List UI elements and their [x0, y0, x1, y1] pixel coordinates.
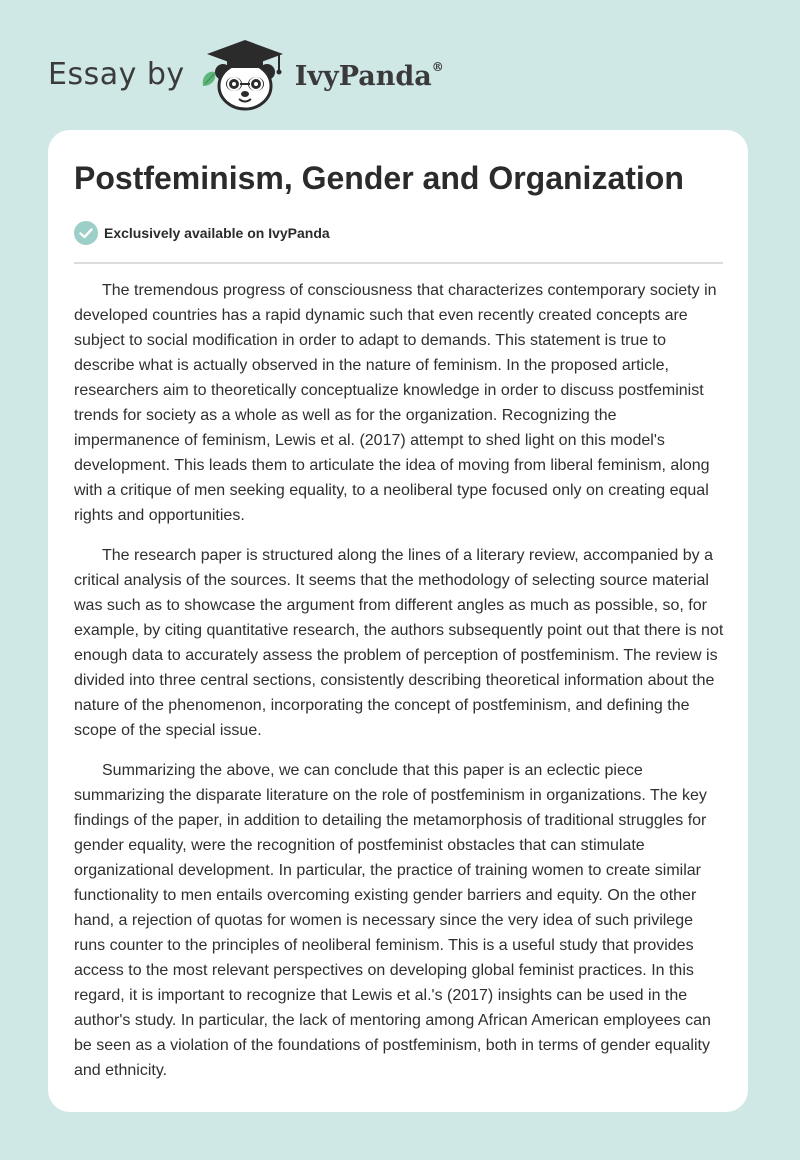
brand-name[interactable] [295, 61, 444, 92]
paragraph: The tremendous progress of consciousness that characterizes contemporary society in developed countries has a rapid dynamic such that even recently created concepts are subject to social modification in order to adapt to demands. This statement is true to describe what is actually observed in the nature of feminism. In the proposed article, researchers aim to theoretically conceptualize knowledge in order to discuss postfeminist trends for society as a whole as well as for the organization. Recognizing the impermanence of feminism, Lewis et al. (2017) attempt to shed light on this model's development. This leads them to articulate the idea of moving from liberal feminism, along with a critique of men seeking equality, to a neoliberal type focused only on creating equal rights and opportunities. [74, 282, 717, 524]
panda-graduate-logo-icon[interactable] [199, 36, 291, 112]
article-body [74, 278, 724, 1098]
essay-by-label: Essay by [48, 56, 185, 92]
exclusive-badge-label: Exclusively available on IvyPanda [104, 225, 330, 241]
trademark-symbol: ® [431, 59, 444, 74]
divider [74, 262, 723, 264]
brand-text: IvyPanda [294, 60, 432, 92]
article-card [48, 130, 748, 1112]
site-header [48, 36, 528, 112]
paragraph: Summarizing the above, we can conclude that this paper is an eclectic piece summarizing the disparate literature on the role of postfeminism in organizations. The key findings of the paper, in addition to detailing the metamorphosis of traditional struggles for gender equality, were the recognition of postfeminist obstacles that can stimulate organizational development. In particular, the practice of training women to create similar functionality to men entails overcoming existing gender barriers and equity. On the other hand, a rejection of quotas for women is necessary since the very idea of such privilege runs counter to the principles of neoliberal feminism. This is a useful study that provides access to the most relevant perspectives on developing global feminist practices. In this regard, it is important to recognize that Lewis et al.'s (2017) insights can be used in the author's study. In particular, the lack of mentoring among African American employees can be seen as a violation of the foundations of postfeminism, both in terms of gender equality and ethnicity. [74, 762, 711, 1079]
page-title: Postfeminism, Gender and Organization [74, 160, 684, 196]
exclusive-badge [74, 221, 330, 245]
check-circle-icon [74, 221, 98, 245]
paragraph: The research paper is structured along the lines of a literary review, accompanied by a critical analysis of the sources. It seems that the methodology of selecting source material was such as to showcase the argument from different angles as much as possible, so, for example, by citing quantitative research, the authors subsequently point out that there is not enough data to accurately assess the problem of perception of postfeminism. The review is divided into three central sections, consistently describing theoretical information about the nature of the phenomenon, incorporating the concept of postfeminism, and defining the scope of the special issue. [74, 547, 724, 739]
